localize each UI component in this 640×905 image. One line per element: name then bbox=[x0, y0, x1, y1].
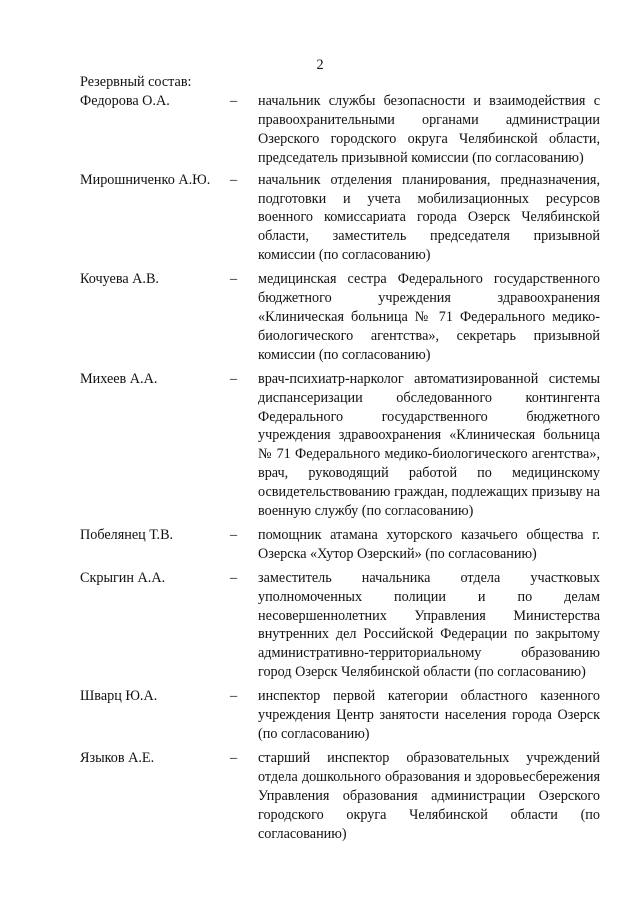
member-name: Побелянец Т.В. bbox=[80, 526, 174, 543]
member-dash: – bbox=[230, 688, 238, 705]
member-role: заместитель начальника отдела участковых уполномоченных полиции и по делам несовершеннолетних Управления Министерства внутренних дел Российской Федерации по закрытому административно-территориальному образованию город Озерск Челябинской области (по согласованию) bbox=[258, 569, 600, 681]
members-list bbox=[80, 92, 600, 843]
member-entry bbox=[80, 270, 600, 365]
member-dash: – bbox=[230, 271, 238, 288]
member-name: Кочуева А.В. bbox=[80, 271, 159, 288]
member-role: начальник службы безопасности и взаимодействия с правоохранительными органами администрации Озерского городского округа Челябинской области, председатель призывной комиссии (по согласованию) bbox=[258, 93, 600, 166]
member-entry bbox=[80, 92, 600, 168]
section-title: Резервный состав: bbox=[80, 74, 192, 90]
member-name: Федорова О.А. bbox=[80, 93, 170, 109]
member-dash: – bbox=[230, 370, 238, 387]
member-entry bbox=[80, 569, 600, 682]
member-name: Скрыгин А.А. bbox=[80, 569, 166, 586]
member-role: старший инспектор образовательных учреждений отдела дошкольного образования и здоровьесбережения Управления образования администрации Озерского городского округа Челябинской области (по согласованию) bbox=[258, 749, 600, 842]
member-dash: – bbox=[230, 93, 238, 109]
member-role: начальник отделения планирования, предназначения, подготовки и учета мобилизационных ресурсов военного комиссариата города Озерск Челябинской области, заместитель председателя призывной комиссии (по согласованию) bbox=[258, 171, 600, 264]
member-dash: – bbox=[230, 569, 238, 586]
member-dash: – bbox=[230, 749, 238, 766]
member-role: инспектор первой категории областного казенного учреждения Центр занятости населения города Озерск (по согласованию) bbox=[258, 688, 600, 742]
member-dash: – bbox=[230, 171, 238, 188]
member-name: Языков А.Е. bbox=[80, 749, 155, 766]
member-entry bbox=[80, 526, 600, 564]
member-entry bbox=[80, 749, 600, 844]
member-role: медицинская сестра Федерального государственного бюджетного учреждения здравоохранения «Клиническая больница № 71 Федерального медико-биологического агентства», секретарь призывной комиссии (по согласованию) bbox=[258, 271, 600, 363]
member-entry bbox=[80, 370, 600, 521]
member-role: помощник атамана хуторского казачьего общества г. Озерска «Хутор Озерский» (по согласованию) bbox=[258, 526, 600, 562]
member-name: Шварц Ю.А. bbox=[80, 688, 158, 705]
page-number: 2 bbox=[316, 57, 324, 73]
member-name: Мирошниченко А.Ю. bbox=[80, 171, 211, 188]
member-role: врач-психиатр-нарколог автоматизированной системы диспансеризации обследованного контингента Федерального государственного бюджетного учреждения здравоохранения «Клиническая больница № 71 Федерального медико-биологического агентства», врач, руководящий работой по медицинскому освидетельствованию граждан, подлежащих призыву на военную службу (по согласованию) bbox=[258, 370, 600, 520]
member-entry bbox=[80, 687, 600, 744]
member-name: Михеев А.А. bbox=[80, 370, 158, 387]
member-entry bbox=[80, 171, 600, 266]
member-dash: – bbox=[230, 526, 238, 543]
